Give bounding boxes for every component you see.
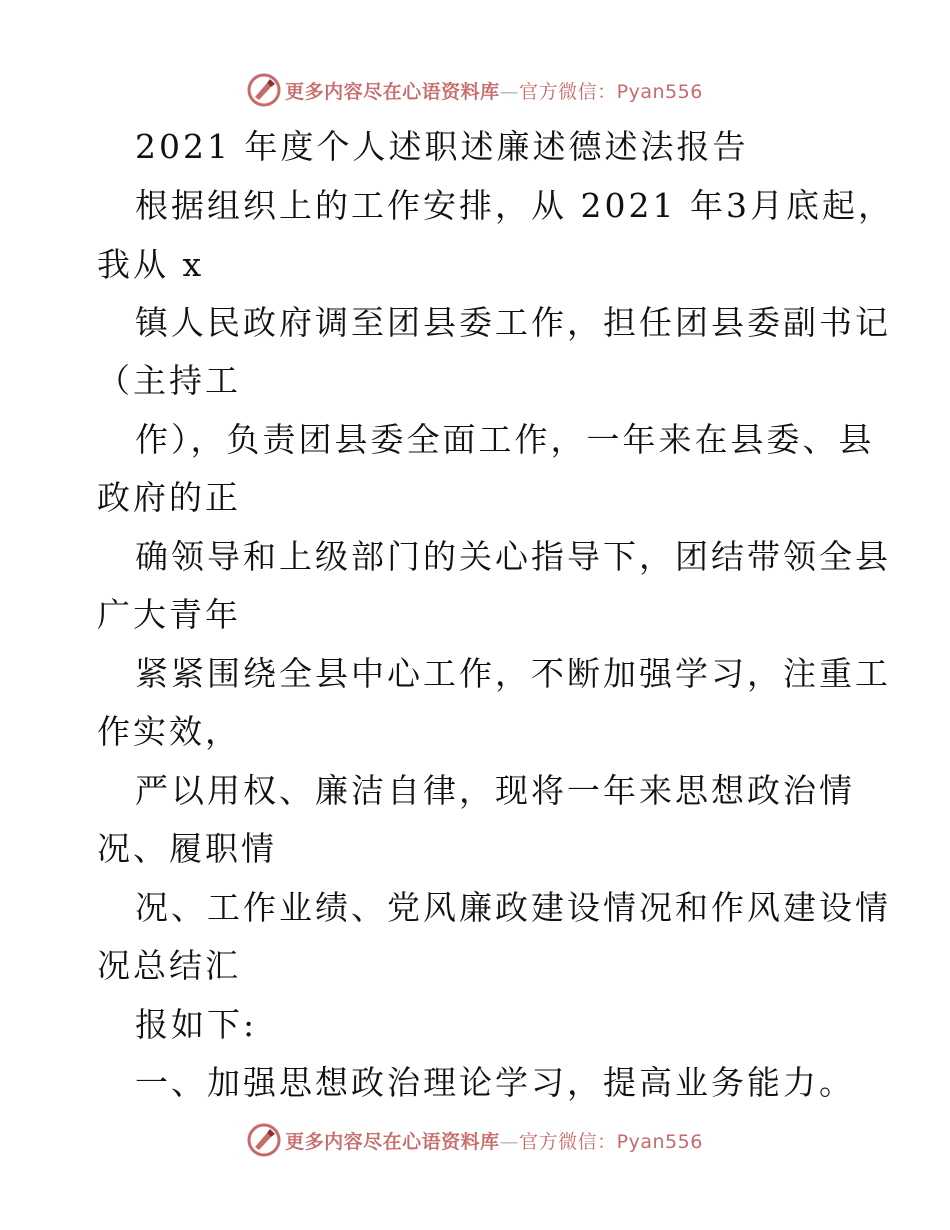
document-title: 2021 年度个人述职述廉述德述法报告: [135, 127, 749, 166]
paragraph-line: 况、履职情: [97, 829, 277, 868]
paragraph-line: 镇人民政府调至团县委工作，担任团县委副书记: [135, 303, 891, 342]
watermark-text: [285, 77, 703, 104]
watermark-separator: —: [499, 80, 520, 103]
watermark-banner-bottom: [0, 1120, 950, 1160]
paragraph-line: 作实效，: [97, 712, 241, 751]
paragraph-line: 况、工作业绩、党风廉政建设情况和作风建设情: [135, 888, 891, 927]
pen-logo-icon: [247, 1123, 281, 1157]
section-heading: 一、加强思想政治理论学习，提高业务能力。: [135, 1063, 855, 1102]
paragraph-line: 严以用权、廉洁自律，现将一年来思想政治情: [135, 771, 855, 810]
paragraph-line: 确领导和上级部门的关心指导下，团结带领全县: [135, 537, 891, 576]
paragraph-line: 我从 x: [97, 245, 205, 284]
watermark-separator: —: [499, 1130, 520, 1153]
paragraph-line: （主持工: [97, 361, 241, 400]
paragraph-line: 政府的正: [97, 478, 241, 517]
watermark-brand: 更多内容尽在心语资料库: [285, 80, 500, 103]
paragraph-line: 作），负责团县委全面工作，一年来在县委、县: [135, 420, 875, 459]
pen-logo-icon: [247, 73, 281, 107]
paragraph-line: 根据组织上的工作安排，从 2021 年3月底起，: [135, 186, 894, 225]
watermark-wechat: 官方微信：Pyan556: [519, 1130, 703, 1153]
paragraph-line: 报如下:: [135, 1005, 258, 1044]
watermark-wechat: 官方微信：Pyan556: [519, 80, 703, 103]
watermark-banner-top: [0, 70, 950, 110]
watermark-brand: 更多内容尽在心语资料库: [285, 1130, 500, 1153]
paragraph-line: 况总结汇: [97, 946, 241, 985]
paragraph-line: 紧紧围绕全县中心工作，不断加强学习，注重工: [135, 654, 891, 693]
paragraph-line: 广大青年: [97, 595, 241, 634]
watermark-text: [285, 1127, 703, 1154]
